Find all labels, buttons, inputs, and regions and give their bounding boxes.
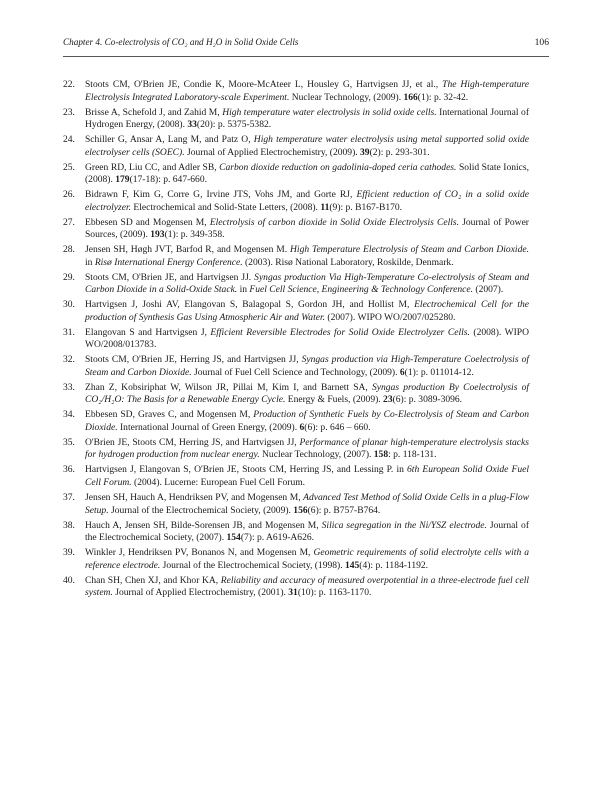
reference-item	[63, 106, 529, 132]
reference-item	[63, 519, 529, 545]
reference-title: Reliability and accuracy of measured overpotential in a three-electrode fuel cell system.	[85, 574, 529, 599]
reference-number: 39.	[63, 547, 75, 559]
reference-number: 24.	[63, 134, 75, 146]
reference-text: (20): p. 5375-5382.	[196, 119, 272, 131]
reference-text: Nuclear Technology, (2007).	[259, 449, 374, 461]
reference-text: (2003). Risø National Laboratory, Roskilde, Denmark.	[242, 256, 454, 268]
reference-text: Ebbesen SD, Graves C, and Mogensen M,	[85, 409, 254, 421]
reference-text: Elangovan S and Hartvigsen J,	[85, 326, 211, 338]
reference-text: Journal of the Electrochemical Society, (2009).	[108, 504, 294, 516]
reference-item	[63, 244, 529, 269]
reference-number: 25.	[63, 161, 75, 173]
reference-text: Journal of Power Sources, (2009).	[85, 216, 529, 241]
reference-text: Winkler J, Hendriksen PV, Bonanos N, and Mogensen M,	[85, 547, 314, 559]
reference-text: Hartvigsen J, Elangovan S, O'Brien JE, Stoots CM, Herring JS, and Lessing P. in	[85, 464, 408, 476]
reference-item	[63, 491, 529, 517]
reference-number: 26.	[63, 189, 75, 201]
reference-item	[63, 134, 529, 159]
reference-number: 27.	[63, 216, 75, 228]
reference-number: 37.	[63, 491, 75, 503]
reference-text: Nuclear Technology, (2009).	[289, 91, 404, 103]
reference-item	[63, 547, 529, 572]
reference-title: Electrochemical Cell for the production of Synthesis Gas Using Atmospheric Air and Water.	[85, 299, 529, 323]
reference-text: : p. 118-131.	[388, 449, 437, 461]
reference-text: (1): p. 32-42.	[417, 91, 469, 103]
reference-number: 35.	[63, 436, 75, 448]
reference-number: 38.	[63, 519, 75, 531]
reference-title: Syngas production By Coelectrolysis of CO₂/H₂O: The Basis for a Renewable Energy Cycle.	[85, 381, 530, 406]
reference-item	[63, 189, 530, 214]
reference-text: (9): p. B167-B170.	[329, 201, 403, 213]
reference-number: 29.	[63, 271, 75, 283]
reference-text: Hartvigsen J, Joshi AV, Elangovan S, Balagopal S, Gordon JH, and Hollist M,	[85, 299, 415, 311]
reference-text: (6): p. B757-B764.	[307, 504, 381, 516]
reference-text: Energy & Fuels, (2009).	[285, 394, 384, 406]
reference-volume: 145	[344, 559, 360, 571]
reference-title: Production of Synthetic Fuels by Co-Electrolysis of Steam and Carbon Dioxide.	[85, 409, 529, 433]
reference-text: Electrochemical and Solid-State Letters, (2008).	[131, 201, 321, 213]
reference-text: Zhan Z, Kobsiriphat W, Wilson JR, Pillai M, Kim I, and Barnett SA,	[85, 381, 372, 393]
reference-text: Jensen SH, Høgh JVT, Barfod R, and Mogensen M.	[85, 244, 291, 256]
reference-volume: 39	[360, 146, 370, 158]
chapter-title: Chapter 4. Co-electrolysis of CO₂ and H₂O in Solid Oxide Cells	[63, 37, 299, 47]
reference-volume: 156	[293, 504, 308, 516]
reference-text: Journal of Applied Electrochemistry, (2009).	[184, 146, 361, 158]
reference-text: (10): p. 1163-1170.	[297, 587, 372, 599]
reference-text: (17-18): p. 647-660.	[129, 174, 207, 186]
reference-title: Silica segregation in the Ni/YSZ electrode.	[321, 519, 487, 531]
header-divider	[63, 56, 549, 57]
reference-title: Efficient reduction of CO₂ in a solid oxide electrolyzer.	[85, 189, 530, 213]
reference-text: Jensen SH, Hauch A, Hendriksen PV, and Mogensen M,	[85, 491, 304, 503]
reference-text: Chan SH, Chen XJ, and Khor KA,	[85, 574, 221, 586]
reference-title: Syngas production Via High-Temperature Co-electrolysis of Steam and Carbon Dioxide in a Solid-Oxide Stack.	[85, 271, 529, 296]
reference-text: Hauch A, Jensen SH, Bilde-Sorensen JB, and Mogensen M,	[85, 519, 322, 531]
reference-number: 40.	[63, 574, 75, 586]
reference-item	[63, 271, 529, 297]
reference-number: 30.	[63, 299, 75, 311]
reference-text: Journal of Fuel Cell Science and Technology, (2009).	[191, 366, 400, 378]
reference-text: (6): p. 646 – 660.	[304, 421, 371, 433]
reference-text: Journal of Applied Electrochemistry, (2001).	[112, 587, 289, 599]
reference-title: Fuel Cell Science, Engineering & Technology Conference.	[249, 284, 473, 296]
reference-volume: 33	[187, 119, 197, 131]
reference-volume: 23	[383, 394, 393, 406]
reference-item	[63, 436, 529, 462]
reference-text: International Journal of Green Energy, (2009).	[117, 421, 300, 433]
reference-title: Efficient Reversible Electrodes for Solid Oxide Electrolyzer Cells.	[210, 326, 470, 338]
reference-number: 36.	[63, 464, 75, 476]
reference-number: 31.	[63, 326, 75, 338]
reference-number: 23.	[63, 106, 75, 118]
reference-text: Journal of the Electrochemical Society, (2007).	[85, 519, 529, 544]
reference-title: Advanced Test Method of Solid Oxide Cells in a plug-Flow Setup.	[85, 491, 529, 516]
reference-text: Brisse A, Schefold J, and Zahid M,	[85, 106, 223, 118]
reference-item	[63, 381, 530, 407]
reference-volume: 166	[403, 91, 418, 103]
reference-title: High Temperature Electrolysis of Steam and Carbon Dioxide.	[290, 244, 529, 256]
reference-title: 6th European Solid Oxide Fuel Cell Forum.	[85, 464, 529, 488]
reference-volume: 179	[115, 174, 130, 186]
reference-text: (2007). WIPO WO/2007/025280.	[325, 311, 456, 323]
reference-item	[63, 216, 529, 242]
reference-text: (6): p. 3089-3096.	[392, 394, 463, 406]
reference-number: 22.	[63, 79, 75, 90]
reference-text: Green RD, Liu CC, and Adler SB,	[85, 161, 220, 173]
reference-volume: 193	[150, 229, 165, 241]
reference-title: Carbon dioxide reduction on gadolinia-doped ceria cathodes.	[219, 161, 457, 173]
reference-item	[63, 464, 529, 489]
reference-text: Stoots CM, O'Brien JE, and Hartvigsen JJ.	[85, 271, 255, 283]
reference-item	[63, 326, 529, 352]
reference-title: Geometric requirements of solid electrolyte cells with a reference electrode.	[85, 547, 529, 571]
reference-text: O'Brien JE, Stoots CM, Herring JS, and Hartvigsen JJ,	[85, 436, 300, 448]
reference-text: International Journal of Hydrogen Energy, (2008).	[85, 106, 529, 131]
reference-title: Electrolysis of carbon dioxide in Solid Oxide Electrolysis Cells.	[209, 216, 460, 228]
reference-volume: 158	[373, 449, 389, 461]
reference-list	[63, 79, 530, 602]
reference-item	[63, 79, 529, 104]
reference-text: in	[237, 284, 250, 296]
reference-volume: 6	[399, 366, 405, 378]
reference-text: in	[85, 256, 95, 268]
reference-item	[63, 409, 529, 434]
reference-item	[63, 161, 529, 187]
reference-text: (7): p. A619-A626.	[240, 532, 314, 544]
reference-number: 34.	[63, 409, 75, 421]
reference-text: Solid State Ionics, (2008).	[85, 161, 529, 186]
reference-title: High temperature water electrolysis using metal supported solid oxide electrolyser cells (SOEC).	[85, 134, 529, 158]
reference-title: High temperature water electrolysis in solid oxide cells.	[222, 106, 437, 118]
page-number: 106	[534, 37, 549, 48]
reference-item	[63, 354, 529, 379]
reference-volume: 31	[288, 587, 298, 599]
reference-text: (1): p. 011014-12.	[404, 366, 474, 378]
reference-text: (2007).	[473, 284, 504, 296]
reference-text: Ebbesen SD and Mogensen M,	[85, 216, 210, 228]
reference-title: Performance of planar high-temperature electrolysis stacks for hydrogen production from nuclear energy.	[85, 436, 529, 461]
reference-text: (2004). Lucerne: European Fuel Cell Forum.	[131, 476, 306, 488]
reference-text: Bidrawn F, Kim G, Corre G, Irvine JTS, Vohs JM, and Gorte RJ,	[85, 189, 357, 201]
reference-text: (4): p. 1184-1192.	[359, 559, 429, 571]
reference-volume: 154	[226, 532, 241, 544]
reference-title: Risø International Energy Conference.	[94, 256, 243, 268]
reference-text: (2008). WIPO WO/2008/013783.	[85, 326, 529, 351]
reference-text: Stoots CM, O'Brien JE, Herring JS, and Hartvigsen JJ,	[85, 354, 302, 366]
reference-text: (1): p. 349-358.	[164, 229, 225, 241]
reference-number: 28.	[63, 244, 75, 256]
reference-volume: 11	[320, 201, 330, 213]
reference-text: Schiller G, Ansar A, Lang M, and Patz O,	[85, 134, 254, 146]
reference-text: (2): p. 293-301.	[369, 146, 430, 158]
page-header	[63, 37, 549, 51]
reference-volume: 6	[299, 421, 305, 433]
reference-title: The High-temperature Electrolysis Integrated Laboratory-scale Experiment.	[85, 79, 529, 103]
reference-number: 33.	[63, 381, 75, 393]
reference-item	[63, 574, 529, 600]
reference-title: Syngas production via High-Temperature Coelectrolysis of Steam and Carbon Dioxide.	[85, 354, 529, 378]
reference-text: Stoots CM, O'Brien JE, Condie K, Moore-McAteer L, Housley G, Hartvigsen JJ, et al.,	[85, 79, 443, 90]
reference-number: 32.	[63, 354, 75, 366]
reference-item	[63, 299, 529, 324]
reference-text: Journal of the Electrochemical Society, (1998).	[160, 559, 345, 571]
